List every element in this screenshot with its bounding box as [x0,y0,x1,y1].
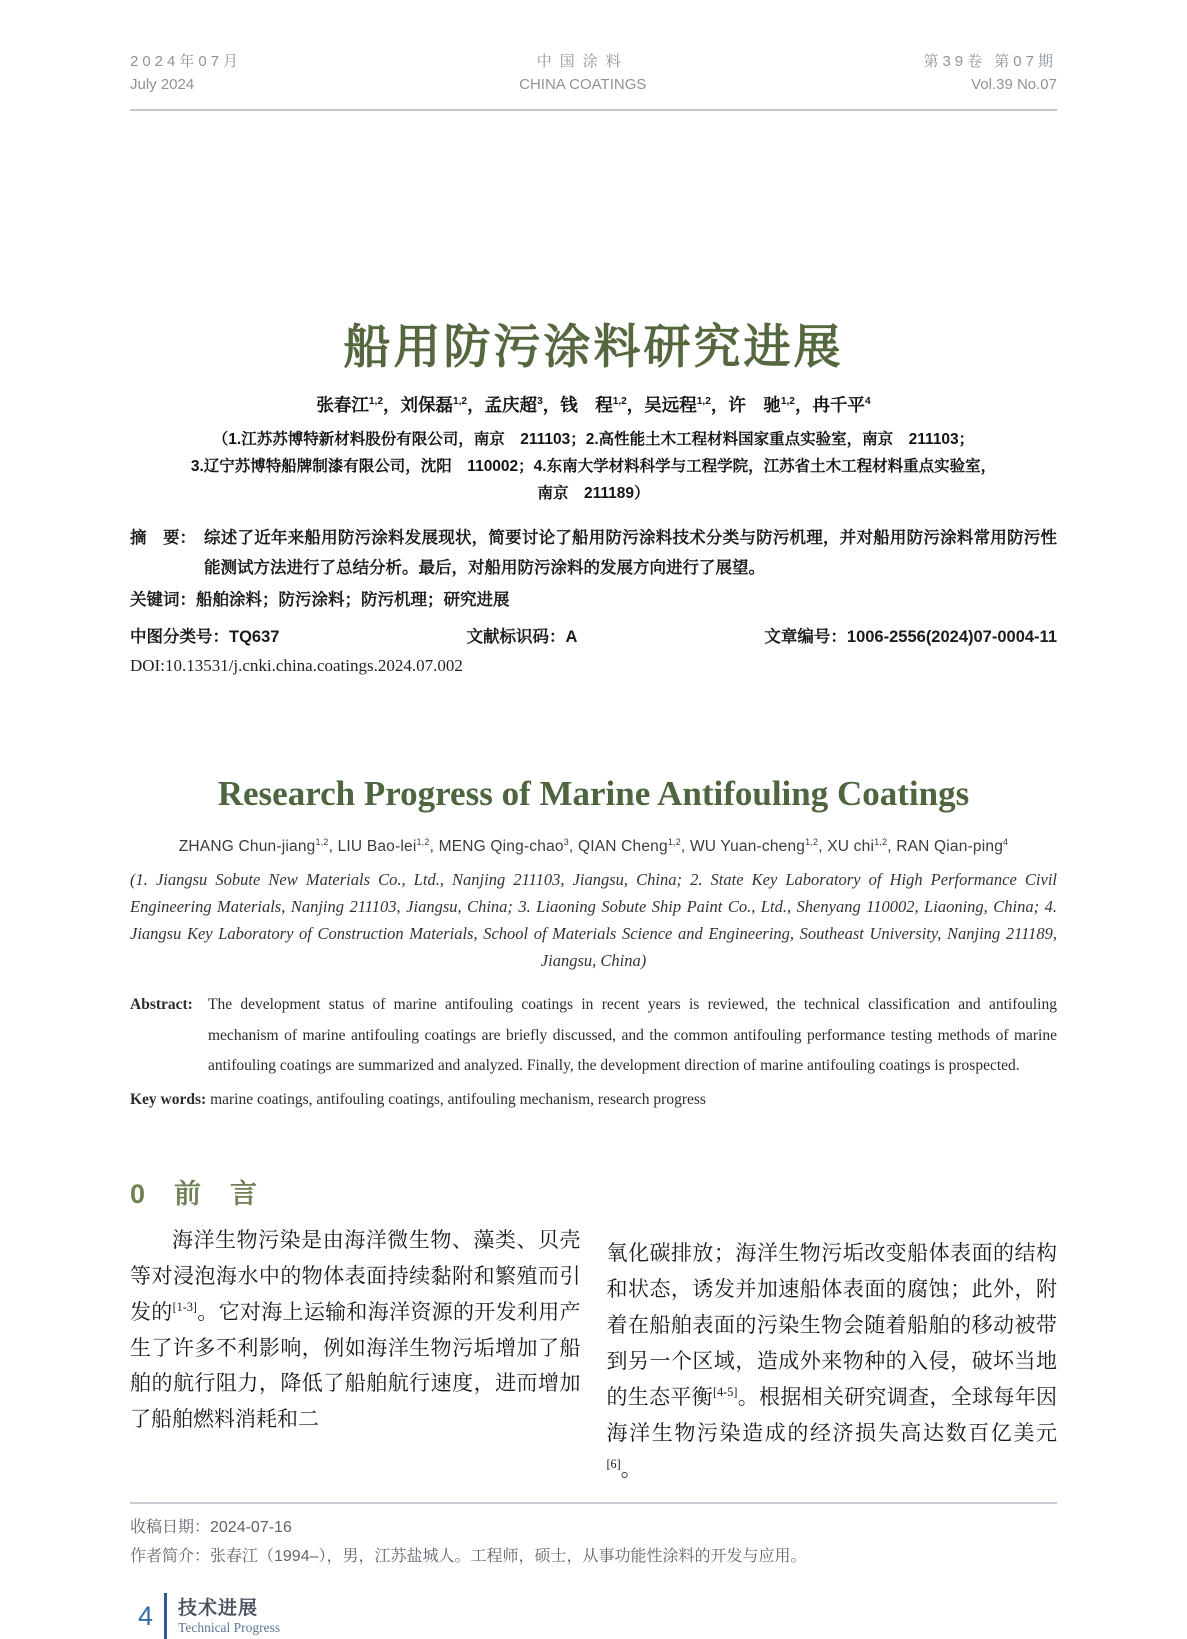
received-date-note: 收稿日期：2024-07-16 [130,1518,292,1536]
body-paragraph-left: 海洋生物污染是由海洋微生物、藻类、贝壳等对浸泡海水中的物体表面持续黏附和繁殖而引发的[1-3]。它对海上运输和海洋资源的开发利用产生了许多不利影响，例如海洋生物污垢增加了船舶的航行阻力，降低了船舶航行速度，进而增加了船舶燃料消耗和二 [130,1227,581,1432]
page-header [130,0,1057,111]
document-code: 文献标识码：A [466,627,578,646]
footnotes [130,1502,1057,1572]
footer-divider-bar [164,1593,167,1639]
keywords-cn [130,586,1057,616]
issue-cn: 第39卷 第07期 [923,53,1057,70]
author-bio-note: 作者简介：张春江（1994–），男，江苏盐城人。工程师，硕士，从事功能性涂料的开发与应用。 [130,1547,807,1565]
abstract-en-label: Abstract: [130,996,193,1014]
affiliations-en: (1. Jiangsu Sobute New Materials Co., Ltd., Nanjing 211103, Jiangsu, China; 2. State Key Laboratory of High Performance Civil Engineering Materials, Nanjing 211103, Jiangsu, China; 3. Liaoning Sobute Ship Paint Co., Ltd., Shenyang 110002, Liaoning, China; 4. Jiangsu Key Laboratory of Construction Materials, School of Materials Science and Engineering, Southeast University, Nanjing 211189, Jiangsu, China) [130,870,1057,971]
header-date-en: July 2024 [130,76,195,94]
body-paragraph-right: 氧化碳排放；海洋生物污垢改变船体表面的结构和状态，诱发并加速船体表面的腐蚀；此外，附着在船舶表面的污染生物会随着船舶的移动被带到另一个区域，造成外来物种的入侵，破坏当地的生态平衡[4-5]。根据相关研究调查，全球每年因海洋生物污染造成的经济损失高达数百亿美元[6]。 [606,1241,1058,1481]
article-title-en: Research Progress of Marine Antifouling Coatings [217,773,970,813]
journal-name-en: CHINA COATINGS [519,76,647,94]
article-number: 文章编号：1006-2556(2024)07-0004-11 [764,627,1057,646]
footer-column-cn: 技术进展 [178,1597,259,1619]
body-column-left [130,1178,581,1487]
doi-line: DOI:10.13531/j.cnki.china.coatings.2024.07.002 [130,655,463,675]
keywords-en-text: marine coatings, antifouling coatings, antifouling mechanism, research progress [210,1090,706,1108]
abstract-cn [130,523,1057,583]
clc-number: 中图分类号：TQ637 [130,627,280,646]
authors-cn: 张春江$^{1,2}$，刘保磊$^{1,2}$，孟庆超$^3$，钱 程$^{1,2}$，吴远程$^{1,2}$，许 驰$^{1,2}$，冉千平$^4$ [316,395,871,416]
keywords-en-label: Key words: [130,1090,207,1108]
issue-en: Vol.39 No.07 [971,76,1057,94]
article-title-cn: 船用防污涂料研究进展 [343,319,844,373]
abstract-cn-label: 摘 要： [130,529,196,548]
header-journal-name [519,50,646,97]
classification-row [130,623,1057,647]
journal-name-cn: 中国涂料 [536,53,629,70]
header-date-cn: 2024年07月 [130,53,243,70]
body-column-right [607,1178,1058,1487]
body-columns [130,1178,1057,1487]
footer-column-title [178,1598,280,1635]
authors-en: ZHANG Chun-jiang$^{1,2}$, LIU Bao-lei$^{1,2}$, MENG Qing-chao$^3$, QIAN Cheng$^{1,2}$, WU Yuan-cheng$^{1,2}$, XU chi$^{1,2}$, RAN Qian-ping$^4$ [178,836,1009,856]
footer-column-en: Technical Progress [178,1619,281,1635]
header-issue [923,50,1057,97]
page-number: 4 [138,1600,154,1631]
abstract-en-text: The development status of marine antifouling coatings in recent years is reviewed, the technical classification and antifouling mechanism of marine antifouling coatings are briefly discussed, and the common antifouling performance testing methods of marine antifouling coatings are summarized and analyzed. Finally, the development direction of marine antifouling coatings is prospected. [208,996,1057,1074]
abstract-cn-text: 综述了近年来船用防污涂料发展现状，简要讨论了船用防污涂料技术分类与防污机理，并对船用防污涂料常用防污性能测试方法进行了总结分析。最后，对船用防污涂料的发展方向进行了展望。 [204,529,1057,578]
header-date [130,50,242,97]
footer-badge [138,1593,1057,1639]
affiliations-cn: （1.江苏苏博特新材料股份有限公司，南京 211103；2.高性能土木工程材料国家重点实验室，南京 211103； 3.辽宁苏博特船牌制漆有限公司，沈阳 110002；4.东南大学材料科学与工程学院，江苏省土木工程材料重点实验室， 南京 211189） [190,431,997,502]
keywords-en [130,1085,1057,1114]
abstract-en [130,990,1057,1081]
section-heading-introduction: 0 前 言 [130,1179,259,1210]
keywords-cn-label: 关键词： [130,591,196,610]
keywords-cn-text: 船舶涂料；防污涂料；防污机理；研究进展 [196,591,510,610]
